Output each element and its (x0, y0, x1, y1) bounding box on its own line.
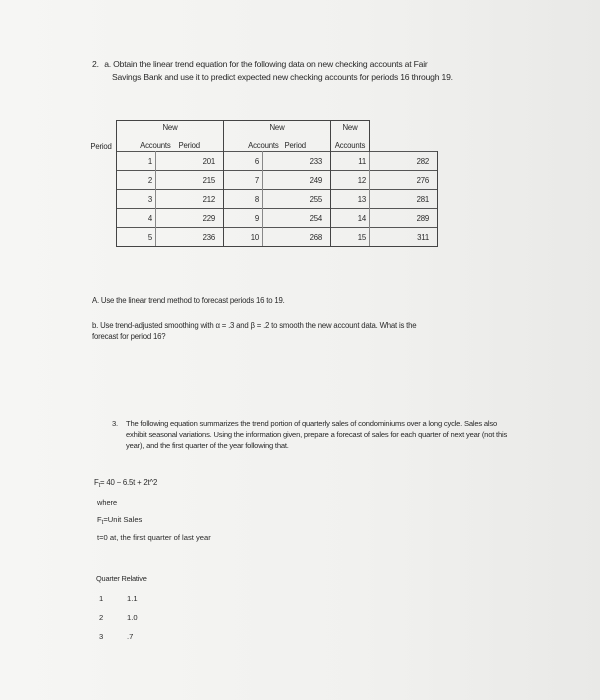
part-b (92, 320, 532, 342)
table-cell: 3 (117, 190, 156, 209)
table-cell: 8 (224, 190, 263, 209)
list-item (99, 632, 133, 641)
part-b-line-1: b. Use trend-adjusted smoothing with α = .3 and β = .2 to smooth the new account data. What is the (92, 321, 417, 330)
header-new-accounts-3 (331, 121, 370, 152)
quarter-relative: 1.0 (127, 613, 138, 622)
header-accounts-3: Accounts (334, 141, 366, 150)
table-cell: 13 (331, 190, 370, 209)
header-accounts-1: Accounts Period (140, 141, 200, 150)
part-b-line-2: forecast for period 16? (92, 332, 166, 341)
table-cell: 2 (117, 171, 156, 190)
table-cell: 254 (263, 209, 331, 228)
question-2-number: 2. (92, 59, 99, 69)
table-cell: 4 (117, 209, 156, 228)
table-cell: 1 (117, 152, 156, 171)
question-2-line-2: Savings Bank and use it to predict expected new checking accounts for periods 16 through 19. (112, 72, 453, 82)
checking-accounts-table (86, 120, 438, 247)
table-cell: 311 (370, 228, 438, 247)
table-cell: 236 (156, 228, 224, 247)
table-cell: 6 (224, 152, 263, 171)
table-cell: 10 (224, 228, 263, 247)
question-2 (92, 58, 532, 84)
question-3 (112, 418, 512, 451)
part-a-text: A. Use the linear trend method to forecast periods 16 to 19. (92, 296, 285, 305)
table-row (86, 171, 438, 190)
table-cell: 249 (263, 171, 331, 190)
table-cell: 215 (156, 171, 224, 190)
table-cell: 281 (370, 190, 438, 209)
table-cell: 15 (331, 228, 370, 247)
header-new-2: New (269, 123, 285, 132)
table-cell: 282 (370, 152, 438, 171)
quarter-number: 1 (99, 594, 104, 603)
table-cell: 9 (224, 209, 263, 228)
table-row (86, 209, 438, 228)
quarter-number: 2 (99, 613, 104, 622)
quarter-number: 3 (99, 632, 104, 641)
header-new-1: New (162, 123, 178, 132)
header-accounts-2: Accounts Period (248, 141, 306, 150)
header-new-accounts-1 (117, 121, 224, 152)
table-cell: 233 (263, 152, 331, 171)
table-cell: 289 (370, 209, 438, 228)
ft-definition: $F_t=Unit$ Sales (97, 515, 143, 526)
table-cell: 5 (117, 228, 156, 247)
table-cell: 14 (331, 209, 370, 228)
header-new-3: New (342, 123, 358, 132)
table-cell: 276 (370, 171, 438, 190)
header-new-accounts-2 (224, 121, 331, 152)
quarter-relative: .7 (127, 632, 134, 641)
table-cell: 212 (156, 190, 224, 209)
table-cell: 7 (224, 171, 263, 190)
where-label: where (97, 498, 118, 507)
table-row (86, 228, 438, 247)
quarter-relative: 1.1 (127, 594, 138, 603)
question-3-number: 3. (112, 419, 118, 428)
table-header-row (86, 121, 438, 152)
table-cell: 229 (156, 209, 224, 228)
table-row (86, 152, 438, 171)
question-3-text: The following equation summarizes the trend portion of quarterly sales of condominiums over a long cycle. Sales also exhibit seasonal variations. Using the information given, prepare a forecast of sales for each quarter of next year (not this year), and the first quarter of the year following that. (126, 419, 508, 450)
table-cell: 255 (263, 190, 331, 209)
table-row (86, 190, 438, 209)
quarter-relative-header: Quarter Relative (96, 574, 147, 583)
table-cell: 201 (156, 152, 224, 171)
t-definition: t=0 at, the first quarter of last year (97, 533, 211, 542)
list-item (99, 594, 138, 603)
table-cell: 268 (263, 228, 331, 247)
trend-equation: $F_t= 40 - 6.5t$ + 2t^2 (94, 478, 158, 489)
list-item (99, 613, 138, 622)
header-period-1: Period (90, 141, 112, 151)
table-cell: 11 (331, 152, 370, 171)
table-cell: 12 (331, 171, 370, 190)
question-2-line-1: a. Obtain the linear trend equation for the following data on new checking accounts at Fair (104, 59, 428, 69)
